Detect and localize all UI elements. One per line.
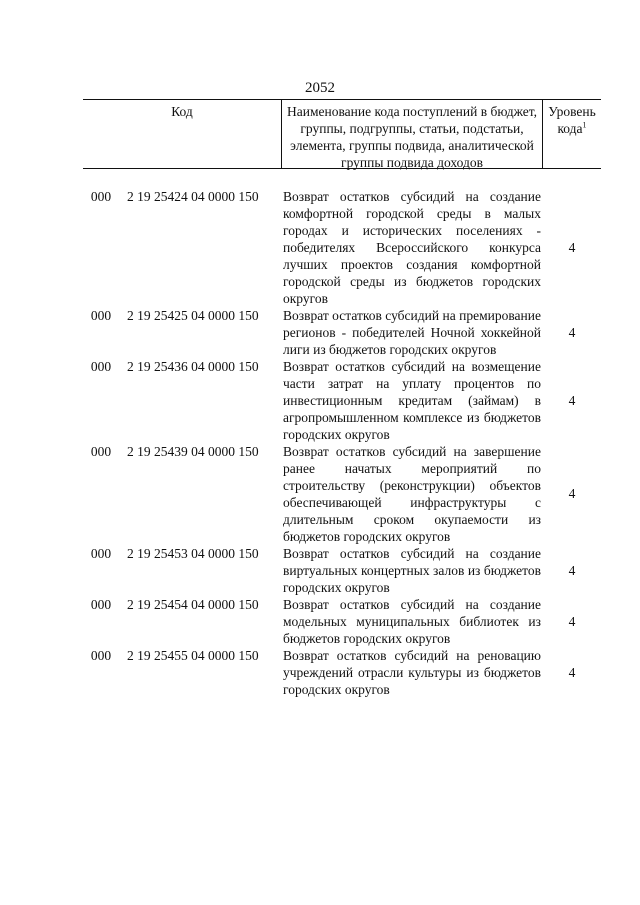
revenue-code: 2 19 25425 04 0000 150 <box>127 308 259 323</box>
admin-code: 000 <box>90 597 112 612</box>
revenue-name: Возврат остатков субсидий на премирование регионов - победителей Ночной хоккейной лиги из бюджетов городских округов <box>283 308 541 357</box>
table-row <box>83 443 601 545</box>
table-row <box>83 188 601 307</box>
table-row <box>83 307 601 358</box>
header-level-label: Уровень кода <box>548 104 596 136</box>
header-name: Наименование кода поступлений в бюджет, группы, подгруппы, статьи, подстатьи, элемента, группы подвида, аналитической группы подвида доходов <box>281 100 543 168</box>
admin-code: 000 <box>90 189 112 204</box>
code-level: 4 <box>568 239 576 255</box>
code-level: 4 <box>568 392 576 408</box>
header-level-footnote: 1 <box>582 120 587 130</box>
table-header <box>83 99 601 169</box>
admin-code: 000 <box>90 648 112 663</box>
table-row <box>83 596 601 647</box>
revenue-code: 2 19 25436 04 0000 150 <box>127 359 259 374</box>
revenue-code: 2 19 25455 04 0000 150 <box>127 648 259 663</box>
code-level: 4 <box>568 562 576 578</box>
table-row <box>83 545 601 596</box>
revenue-name: Возврат остатков субсидий на создание модельных муниципальных библиотек из бюджетов городских округов <box>283 597 541 646</box>
revenue-code: 2 19 25439 04 0000 150 <box>127 444 259 459</box>
admin-code: 000 <box>90 359 112 374</box>
code-level: 4 <box>568 664 576 680</box>
page-number: 2052 <box>305 80 335 96</box>
revenue-code: 2 19 25454 04 0000 150 <box>127 597 259 612</box>
code-level: 4 <box>568 324 576 340</box>
table-row <box>83 647 601 698</box>
revenue-name: Возврат остатков субсидий на создание виртуальных концертных залов из бюджетов городских округов <box>283 546 541 595</box>
revenue-name: Возврат остатков субсидий на завершение ранее начатых мероприятий по строительству (реконструкции) объектов обеспечивающей инфраструктуры с длительным сроком окупаемости из бюджетов городских округов <box>283 444 541 544</box>
header-code: Код <box>171 104 193 119</box>
code-level: 4 <box>568 613 576 629</box>
revenue-name: Возврат остатков субсидий на возмещение части затрат на уплату процентов по инвестиционным кредитам (займам) в агропромышленном комплексе из бюджетов городских округов <box>283 359 541 442</box>
revenue-code: 2 19 25453 04 0000 150 <box>127 546 259 561</box>
revenue-code: 2 19 25424 04 0000 150 <box>127 189 259 204</box>
header-level <box>543 100 601 168</box>
table-body <box>83 188 601 698</box>
admin-code: 000 <box>90 546 112 561</box>
code-level: 4 <box>568 486 576 501</box>
admin-code: 000 <box>90 308 112 323</box>
revenue-name: Возврат остатков субсидий на создание комфортной городской среды в малых городах и исторических поселениях - победителях Всероссийского конкурса лучших проектов создания комфортной городской среды из бюджетов городских округов <box>283 189 541 306</box>
table-row <box>83 358 601 443</box>
admin-code: 000 <box>90 444 112 459</box>
revenue-name: Возврат остатков субсидий на реновацию учреждений отрасли культуры из бюджетов городских округов <box>283 648 541 697</box>
